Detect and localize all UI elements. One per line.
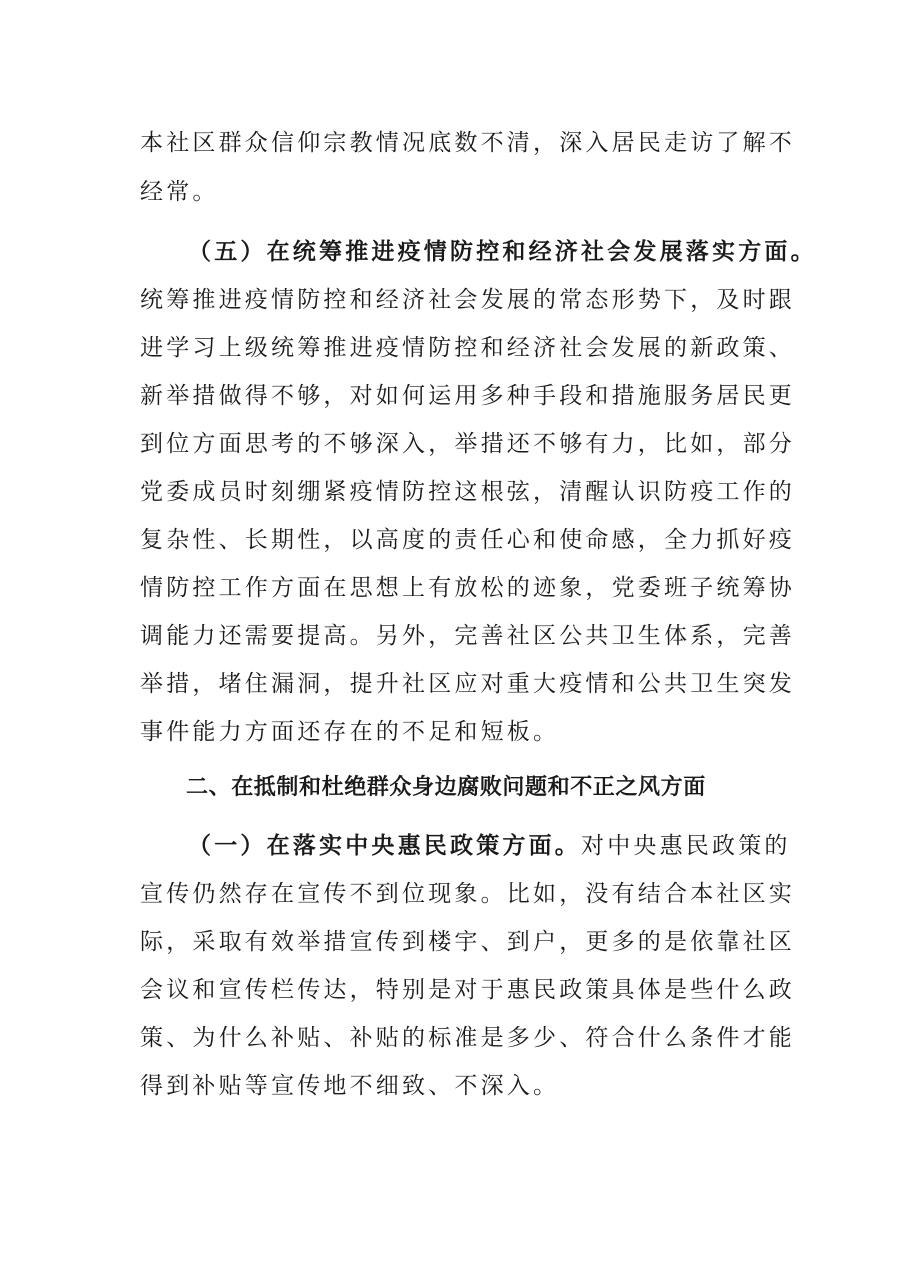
paragraph-line: 进学习上级统筹推进疫情防控和经济社会发展的新政策、 <box>140 335 795 361</box>
paragraph-line: 新举措做得不够，对如何运用多种手段和措施服务居民更 <box>140 383 795 409</box>
paragraph-line: 到位方面思考的不够深入，举措还不够有力，比如，部分 <box>140 431 795 457</box>
paragraph-line: 情防控工作方面在思想上有放松的迹象，党委班子统筹协 <box>140 575 795 601</box>
part-heading: 二、在抵制和杜绝群众身边腐败问题和不正之风方面 <box>186 775 706 800</box>
paragraph-line: 本社区群众信仰宗教情况底数不清，深入居民走访了解不 <box>140 130 795 156</box>
paragraph-text: 对中央惠民政策的 <box>581 833 791 859</box>
paragraph-line: 会议和宣传栏传达，特别是对于惠民政策具体是些什么政 <box>140 977 795 1003</box>
paragraph-line: 举措，堵住漏洞，提升社区应对重大疫情和公共卫生突发 <box>140 671 795 697</box>
paragraph-first-line <box>188 831 791 861</box>
paragraph-line: 经常。 <box>140 179 219 205</box>
paragraph-line: 际，采取有效举措宣传到楼宇、到户，更多的是依靠社区 <box>140 929 795 955</box>
section-heading: （五）在统筹推进疫情防控和经济社会发展落实方面。 <box>188 238 817 265</box>
paragraph-line: 得到补贴等宣传地不细致、不深入。 <box>140 1073 560 1099</box>
paragraph-line: 复杂性、长期性，以高度的责任心和使命感，全力抓好疫 <box>140 527 795 553</box>
paragraph-line: 事件能力方面还存在的不足和短板。 <box>140 719 560 745</box>
paragraph-line: 策、为什么补贴、补贴的标准是多少、符合什么条件才能 <box>140 1025 795 1051</box>
paragraph-line: 党委成员时刻绷紧疫情防控这根弦，清醒认识防疫工作的 <box>140 479 795 505</box>
paragraph-line: 调能力还需要提高。另外，完善社区公共卫生体系，完善 <box>140 623 795 649</box>
paragraph-line: 宣传仍然存在宣传不到位现象。比如，没有结合本社区实 <box>140 881 795 907</box>
paragraph-line: 统筹推进疫情防控和经济社会发展的常态形势下，及时跟 <box>140 287 795 313</box>
section-heading: （一）在落实中央惠民政策方面。 <box>188 832 581 859</box>
